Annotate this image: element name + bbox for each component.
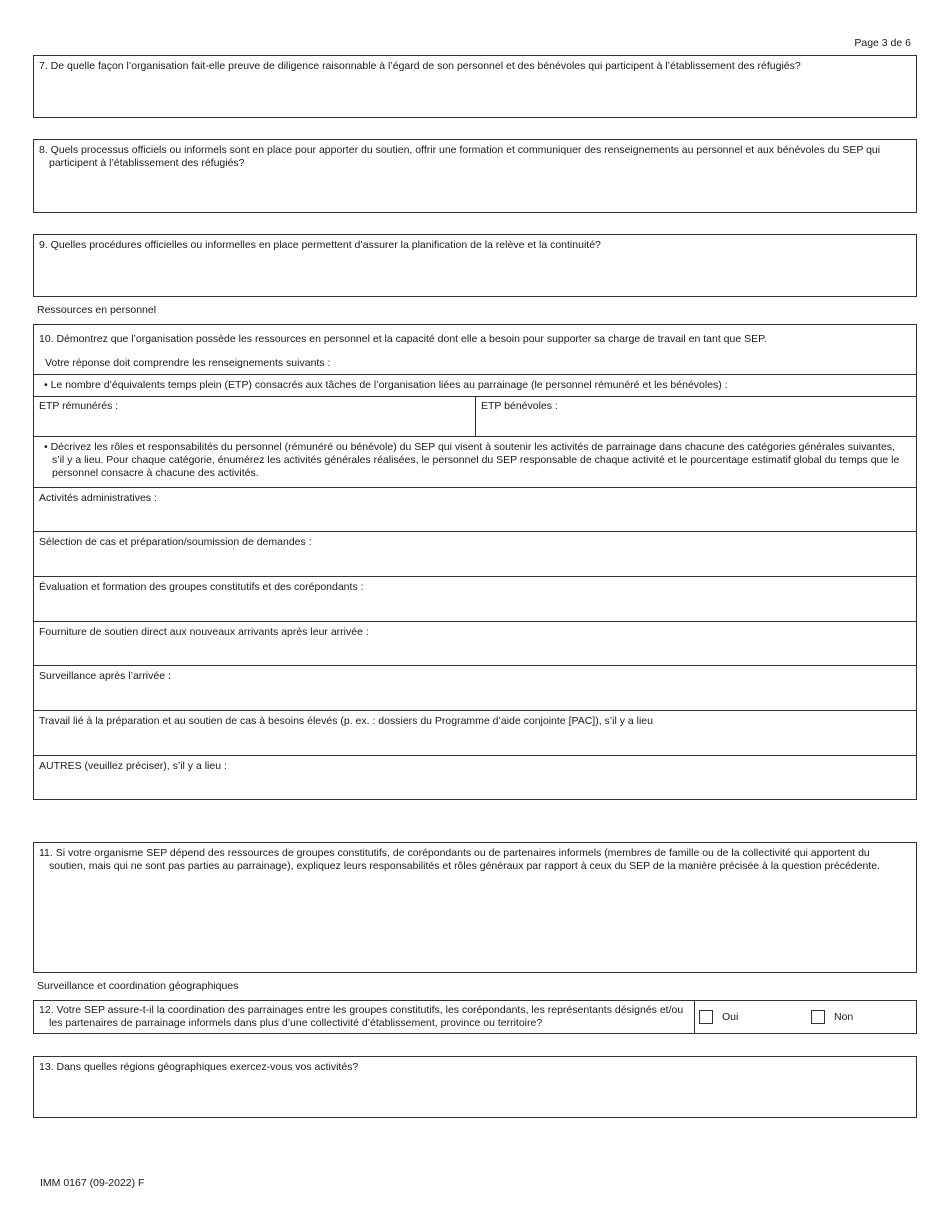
category-label-selection: Sélection de cas et préparation/soumission de demandes : — [39, 536, 312, 548]
category-row-selection[interactable] — [34, 531, 916, 577]
question-8-label: 8. Quels processus officiels ou informels sont en place pour apporter du soutien, offrir une formation et communiquer des renseignements au personnel et aux bénévoles du SEP qui participent à l’établissement des réfugiés? — [39, 144, 881, 169]
question-10-box — [33, 324, 917, 800]
question-13-label: 13. Dans quelles régions géographiques exercez-vous vos activités? — [39, 1061, 359, 1073]
category-label-admin: Activités administratives : — [39, 492, 157, 504]
checkbox-non[interactable] — [811, 1010, 825, 1024]
question-13-box[interactable] — [33, 1056, 917, 1118]
category-label-direct-support: Fourniture de soutien direct aux nouveaux arrivants après leur arrivée : — [39, 626, 369, 638]
section-heading-geo: Surveillance et coordination géographiques — [37, 980, 239, 992]
category-row-admin[interactable] — [34, 487, 916, 532]
category-row-direct-support[interactable] — [34, 621, 916, 666]
roles-bullet-row — [34, 436, 916, 488]
question-11-box[interactable] — [33, 842, 917, 973]
etp-paid-field[interactable] — [34, 397, 476, 436]
question-10-intro: Votre réponse doit comprendre les renseignements suivants : — [45, 357, 331, 369]
question-9-box[interactable] — [33, 234, 917, 297]
checkbox-oui[interactable] — [699, 1010, 713, 1024]
category-row-evaluation[interactable] — [34, 576, 916, 622]
question-7-label: 7. De quelle façon l’organisation fait-elle preuve de diligence raisonnable à l’égard de son personnel et des bénévoles qui participent à l’établissement des réfugiés? — [39, 60, 801, 72]
etp-volunteer-field[interactable] — [476, 397, 916, 436]
category-label-evaluation: Évaluation et formation des groupes constitutifs et des corépondants : — [39, 581, 364, 593]
question-8-box[interactable] — [33, 139, 917, 213]
question-12-label: 12. Votre SEP assure-t-il la coordination des parrainages entre les groupes constitutifs, les corépondants, les représentants désignés et/ou les partenaires de parrainage informels dans plus d’une collectivité d’établissement, province ou territoire? — [39, 1004, 684, 1029]
checkbox-oui-label: Oui — [722, 1011, 739, 1023]
roles-bullet-text: • Décrivez les rôles et responsabilités du personnel (rémunéré ou bénévole) du SEP qui visent à soutenir les activités de parrainage dans chacune des catégories générales suivantes, s’il y a lieu. Pour chaque catégorie, énumérez les activités générales réalisées, le personnel du SEP responsable de chaque activité et le pourcentage estimatif global du temps que le personnel consacre à chacune des activités. — [44, 441, 900, 479]
category-row-other[interactable] — [34, 755, 916, 801]
etp-volunteer-label: ETP bénévoles : — [481, 400, 558, 412]
question-12-box — [33, 1000, 917, 1034]
question-7-box[interactable] — [33, 55, 917, 118]
question-9-label: 9. Quelles procédures officielles ou informelles en place permettent d’assurer la planification de la relève et la continuité? — [39, 239, 601, 251]
category-row-high-needs[interactable] — [34, 710, 916, 756]
category-row-monitoring[interactable] — [34, 665, 916, 711]
category-label-high-needs: Travail lié à la préparation et au soutien de cas à besoins élevés (p. ex. : dossiers du Programme d’aide conjointe [PAC]), s’il y a lieu — [39, 715, 653, 727]
section-heading-staff: Ressources en personnel — [37, 304, 157, 316]
form-id: IMM 0167 (09-2022) F — [40, 1177, 145, 1189]
category-label-monitoring: Surveillance après l’arrivée : — [39, 670, 171, 682]
page-number: Page 3 de 6 — [854, 37, 911, 49]
etp-bullet-text: • Le nombre d’équivalents temps plein (ETP) consacrés aux tâches de l’organisation liées au parrainage (le personnel rémunéré et les bénévoles) : — [44, 379, 728, 391]
etp-bullet-row — [34, 374, 916, 397]
question-12-divider — [694, 1001, 695, 1033]
etp-fields-row — [34, 396, 916, 437]
checkbox-non-label: Non — [834, 1011, 854, 1023]
category-label-other: AUTRES (veuillez préciser), s’il y a lieu : — [39, 760, 227, 772]
etp-paid-label: ETP rémunérés : — [39, 400, 119, 412]
question-10-label: 10. Démontrez que l’organisation possède les ressources en personnel et la capacité dont elle a besoin pour supporter sa charge de travail en tant que SEP. — [39, 333, 767, 345]
question-11-label: 11. Si votre organisme SEP dépend des ressources de groupes constitutifs, de corépondants ou de partenaires informels (membres de famille ou de la collectivité qui apportent du soutien, mais qui ne sont pas parties au parrainage), expliquez leurs responsabilités et rôles généraux par rapport à ceux du SEP de la manière précisée à la question précédente. — [39, 847, 880, 872]
